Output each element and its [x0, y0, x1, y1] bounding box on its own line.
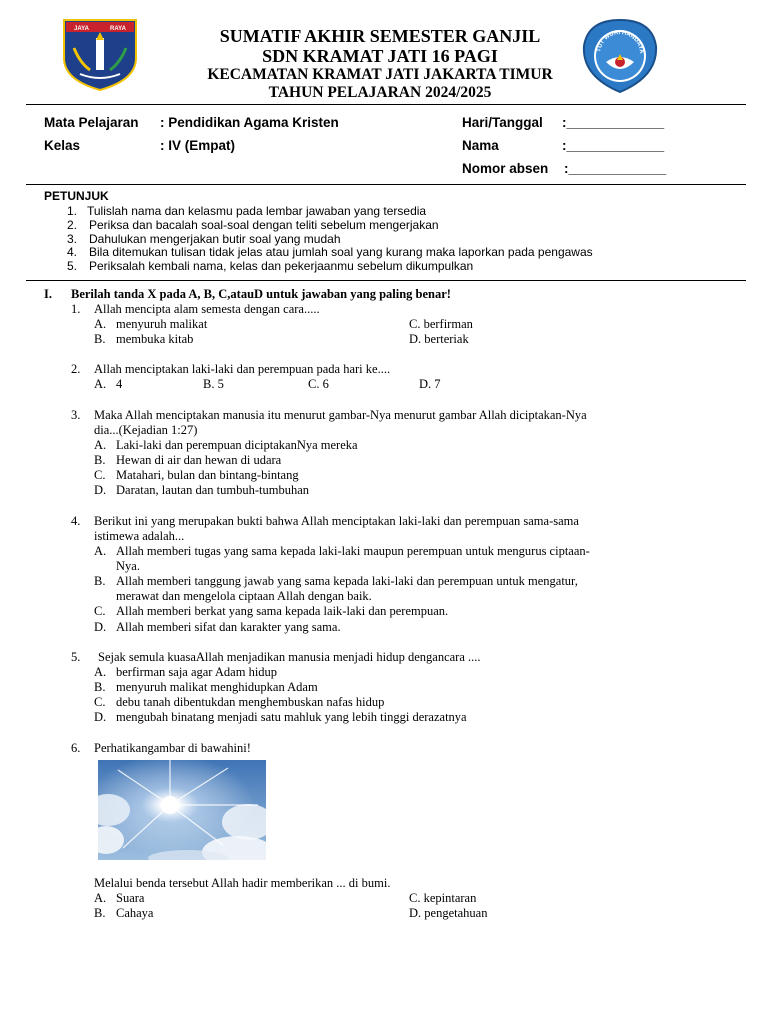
- class-value: : IV (Empat): [160, 138, 236, 153]
- option-d[interactable]: Daratan, lautan dan tumbuh-tumbuhan: [116, 483, 309, 497]
- option-letter: D.: [94, 710, 107, 724]
- subject-label: Mata Pelajaran: [44, 115, 139, 130]
- instruction-num: 4.: [67, 245, 78, 259]
- option-c[interactable]: C. kepintaran: [409, 891, 477, 905]
- section-title: Berilah tanda X pada A, B, C,atauD untuk jawaban yang paling benar!: [71, 287, 451, 301]
- option-letter: A.: [94, 438, 107, 452]
- option-letter: B.: [94, 906, 106, 920]
- tut-wuri-handayani-logo: [580, 18, 660, 94]
- option-d[interactable]: D. pengetahuan: [409, 906, 488, 920]
- question-number: 2.: [71, 362, 81, 376]
- question-text-cont: Melalui benda tersebut Allah hadir memberikan ... di bumi.: [94, 876, 391, 890]
- option-a[interactable]: Laki-laki dan perempuan diciptakanNya mereka: [116, 438, 358, 452]
- section-number: I.: [44, 287, 52, 301]
- date-label: Hari/Tanggal: [462, 115, 543, 130]
- option-a[interactable]: 4: [116, 377, 123, 391]
- question-text-cont: istimewa adalah...: [94, 529, 185, 543]
- school-name: SDN KRAMAT JATI 16 PAGI: [262, 46, 498, 66]
- option-letter: A.: [94, 891, 107, 905]
- name-field[interactable]: :_____________: [562, 138, 665, 153]
- logo-text-raya: RAYA: [110, 26, 126, 32]
- district-name: KECAMATAN KRAMAT JATI JAKARTA TIMUR: [207, 66, 553, 83]
- question-text: Maka Allah menciptakan manusia itu menurut gambar-Nya menurut gambar Allah diciptakan-Nya: [94, 408, 587, 422]
- instruction-num: 1.: [67, 204, 78, 218]
- instruction-item: Periksalah kembali nama, kelas dan pekerjaanmu sebelum dikumpulkan: [89, 259, 474, 273]
- option-letter: A.: [94, 377, 107, 391]
- question-number: 3.: [71, 408, 81, 422]
- option-a[interactable]: Suara: [116, 891, 145, 905]
- academic-year: TAHUN PELAJARAN 2024/2025: [268, 84, 492, 101]
- option-letter: D.: [94, 483, 107, 497]
- logo-text-jaya: JAYA: [74, 26, 89, 32]
- option-letter: B.: [94, 332, 106, 346]
- info-divider: [26, 184, 746, 185]
- question-text: Allah mencipta alam semesta dengan cara.....: [94, 302, 320, 316]
- option-b-cont[interactable]: merawat dan mengelola ciptaan Allah dengan baik.: [116, 589, 372, 603]
- option-c[interactable]: C. berfirman: [409, 317, 473, 331]
- option-letter: B.: [94, 574, 106, 588]
- option-letter: C.: [94, 468, 106, 482]
- option-b[interactable]: B. 5: [203, 377, 224, 391]
- option-letter: A.: [94, 544, 107, 558]
- question-text: Berikut ini yang merupakan bukti bahwa Allah menciptakan laki-laki dan perempuan sama-sama: [94, 514, 579, 528]
- option-d[interactable]: mengubah binatang menjadi satu mahluk yang lebih tinggi derazatnya: [116, 710, 467, 724]
- question-number: 1.: [71, 302, 81, 316]
- question-text-cont: dia...(Kejadian 1:27): [94, 423, 198, 437]
- instruction-item: Periksa dan bacalah soal-soal dengan teliti sebelum mengerjakan: [89, 218, 439, 232]
- sun-image: [98, 760, 266, 860]
- instruction-num: 3.: [67, 232, 78, 246]
- instruction-item: Dahulukan mengerjakan butir soal yang mudah: [89, 232, 341, 246]
- question-number: 4.: [71, 514, 81, 528]
- question-text: Sejak semula kuasaAllah menjadikan manusia menjadi hidup dengancara ....: [98, 650, 481, 664]
- option-a[interactable]: menyuruh malikat: [116, 317, 208, 331]
- option-letter: D.: [94, 620, 107, 634]
- class-label: Kelas: [44, 138, 81, 153]
- instruction-item: Bila ditemukan tulisan tidak jelas atau jumlah soal yang kurang maka laporkan pada pengawas: [89, 245, 593, 259]
- option-b[interactable]: membuka kitab: [116, 332, 194, 346]
- option-b[interactable]: Hewan di air dan hewan di udara: [116, 453, 282, 467]
- question-text: Allah menciptakan laki-laki dan perempuan pada hari ke....: [94, 362, 391, 376]
- date-field[interactable]: :_____________: [562, 115, 665, 130]
- option-b[interactable]: Cahaya: [116, 906, 154, 920]
- instruction-item: Tulislah nama dan kelasmu pada lembar jawaban yang tersedia: [87, 204, 427, 218]
- option-c[interactable]: debu tanah dibentukdan menghembuskan nafas hidup: [116, 695, 385, 709]
- option-c[interactable]: C. 6: [308, 377, 329, 391]
- instruction-num: 5.: [67, 259, 78, 273]
- option-c[interactable]: Matahari, bulan dan bintang-bintang: [116, 468, 299, 482]
- option-letter: B.: [94, 453, 106, 467]
- option-letter: B.: [94, 680, 106, 694]
- option-letter: A.: [94, 665, 107, 679]
- logo-text-tutwuri: TUT WURI HANDAYA: [596, 29, 645, 54]
- option-letter: C.: [94, 604, 106, 618]
- option-a[interactable]: Allah memberi tugas yang sama kepada laki-laki maupun perempuan untuk mengurus ciptaan-: [116, 544, 590, 558]
- question-number: 5.: [71, 650, 81, 664]
- option-d[interactable]: Allah memberi sifat dan karakter yang sama.: [116, 620, 341, 634]
- question-number: 6.: [71, 741, 81, 755]
- option-a[interactable]: berfirman saja agar Adam hidup: [116, 665, 278, 679]
- absence-number-field[interactable]: :_____________: [564, 161, 667, 176]
- option-d[interactable]: D. 7: [419, 377, 441, 391]
- question-text: Perhatikangambar di bawahini!: [94, 741, 251, 755]
- option-b[interactable]: Allah memberi tanggung jawab yang sama kepada laki-laki dan perempuan untuk mengatur,: [116, 574, 578, 588]
- instructions-title: PETUNJUK: [44, 189, 109, 203]
- option-letter: C.: [94, 695, 106, 709]
- instruction-num: 2.: [67, 218, 78, 232]
- option-d[interactable]: D. berteriak: [409, 332, 469, 346]
- absence-number-label: Nomor absen: [462, 161, 549, 176]
- option-letter: A.: [94, 317, 107, 331]
- instructions-divider: [26, 280, 746, 281]
- option-a-cont[interactable]: Nya.: [116, 559, 140, 573]
- name-label: Nama: [462, 138, 499, 153]
- exam-title: SUMATIF AKHIR SEMESTER GANJIL: [219, 26, 541, 46]
- option-b[interactable]: menyuruh malikat menghidupkan Adam: [116, 680, 318, 694]
- jakarta-logo: [60, 18, 140, 92]
- option-c[interactable]: Allah memberi berkat yang sama kepada laik-laki dan perempuan.: [116, 604, 449, 618]
- header-divider: [26, 104, 746, 105]
- subject-value: : Pendidikan Agama Kristen: [160, 115, 339, 130]
